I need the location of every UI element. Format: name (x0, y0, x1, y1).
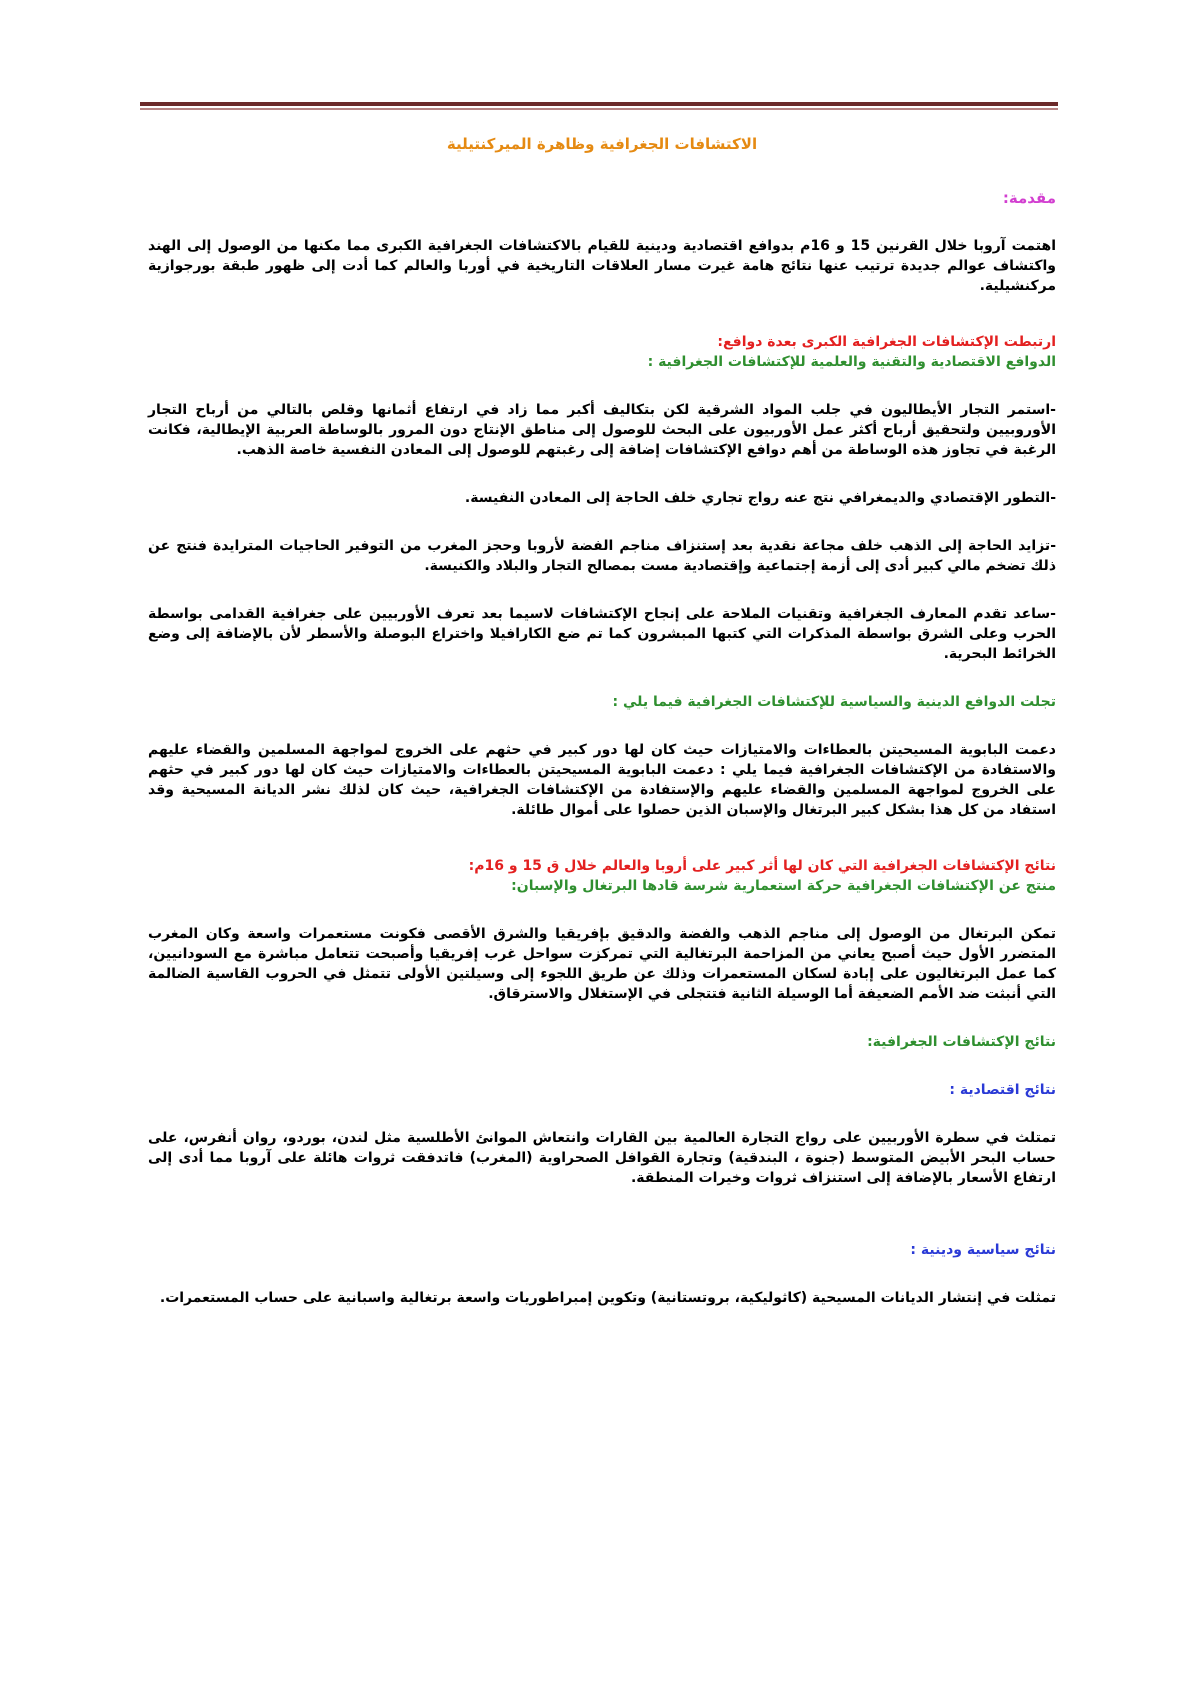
motives-heading: ارتبطت الإكتشافات الجغرافية الكبرى بعدة دوافع: (717, 334, 1056, 350)
gold-paragraph: -تزايد الحاجة إلى الذهب خلف مجاعة نقدية بعد إستنزاف مناجم الفضة لأروبا وحجز المغرب من التوفير الحاجيات المترايدة فنتج عن ذلك تضخم مالي كبير أدى إلى أزمة إجتماعية وإقتصادية مست بمصالح التجار والبلاد والكنيسة. (148, 538, 1056, 574)
colonial-paragraph: تمكن البرتغال من الوصول إلى مناجم الذهب والفضة والدقيق بإفريقيا والشرق الأقصى فكونت مستعمرات واسعة وكان المغرب المتضرر الأول حيث أصبح يعاني من المزاحمة البرتغالية التي تمركزت سواحل غرب إفريقيا وأصبحت تتعامل مباشرة مع السودانيين، كما عمل البرتغاليون على إبادة لسكان المستعمرات وذلك عن طريق اللجوء إلى وسيلتين الأولى تتمثل في الحروب القاسية الضالمة التي أنبثت ضد الأمم الضعيفة أما الوسيلة الثانية فتتجلى في الإستغلال والاسترقاق. (148, 926, 1056, 1002)
document-title: الاكتشافات الجغرافية وظاهرة الميركنتيلية (446, 135, 758, 153)
economic-results-paragraph: تمتلث في سطرة الأوربيين على رواج التجارة العالمية بين القارات وانتعاش الموانئ الأطلسية مثل لندن، بوردو، روان أنفرس، على حساب البحر الأبيض المتوسط (جنوة ، البندقية) وتجارة القوافل الصحراوية (المغرب) فاتدفقت ثروات هائلة على آروبا مما أدى إلى ارتفاع الأسعار بالإضافة إلى استنزاف ثروات وخيرات المنطقة. (148, 1130, 1056, 1186)
intro-paragraph: اهتمت آروبا خلال القرنين 15 و 16م بدوافع اقتصادية ودينية للقيام بالاكتشافات الجغرافية الكبرى مما مكنها من الوصول إلى الهند واكتشاف عوالم جديدة ترتيب عنها نتائج هامة غيرت مسار العلاقات التاريخية في أوربا والعالم كما أدت إلى ظهور طبقة بورجوازية مركنشيلية. (148, 238, 1057, 294)
religious-motives-heading: تجلت الدوافع الدينية والسياسية للإكتشافات الجغرافية فيما يلي : (612, 694, 1056, 710)
document-body (148, 128, 1056, 1308)
political-results-heading: نتائج سياسية ودينية : (910, 1242, 1056, 1258)
colonial-heading: منتج عن الإكتشافات الجغرافية حركة استعمارية شرسة قادها البرتغال والإسبان: (511, 878, 1056, 894)
economic-motives-heading: الدوافع الاقتصادية والتقنية والعلمية للإكتشافات الجغرافية : (647, 354, 1056, 370)
results-heading: نتائج الإكتشافات الجغرافية التي كان لها أثر كبير على أروبا والعالم خلال ق 15 و 16م: (468, 858, 1056, 874)
demographic-paragraph: -التطور الإقتصادي والديمغرافي نتج عنه رواج تجاري خلف الحاجة إلى المعادن النفيسة. (464, 490, 1056, 506)
economic-results-heading: نتائج اقتصادية : (949, 1082, 1056, 1098)
results-subheading: نتائج الإكتشافات الجغرافية: (867, 1034, 1056, 1050)
trade-paragraph: -استمر التجار الأيطاليون في جلب المواد الشرقية لكن بتكاليف أكبر مما زاد في ارتفاع أثمانها وقلص بالتالي من أرباح التجار الأوروبيين ولتحقيق أرباح أكثر عمل الأوربيون على البحث للوصول إلى مناطق الإنتاج دون المرور بالوساطة العربية الإيطالية، فكانت الرغبة في تجاوز هذه الوساطة من أهم دوافع الإكتشافات إضافة إلى رغبتهم للوصول إلى المعادن النفسية خاصة الذهب. (148, 402, 1056, 458)
header-rule (140, 102, 1058, 106)
intro-heading: مقدمة: (1002, 189, 1056, 207)
knowledge-paragraph: -ساعد تقدم المعارف الجغرافية وتقنيات الملاحة على إنجاح الإكتشافات لاسيما بعد تعرف الأوربيين على جغرافية القدامى بواسطة الحرب وعلى الشرق بواسطة المذكرات التي كتبها المبشرون كما تم ضع الكارافيلا واختراع البوصلة والأسطر لأن بالإضافة إلى وضع الخرائط البحرية. (148, 606, 1056, 662)
religious-paragraph: دعمت البابوية المسيحيتن بالعطاءات والامتيازات حيث كان لها دور كبير في حثهم على الخروج لمواجهة المسلمين والقضاء عليهم والاستفادة من الإكتشافات الجغرافية فيما يلي : دعمت البابوية المسيحيتن بالعطاءات والامتيازات حيث كان لها دور كبير في حثهم على الخروج لمواجهة المسلمين والقضاء عليهم والإستفادة من الإكتشافات الجغرافية، حيث كان لذلك نشر الديانة المسيحية وقد استفاد من كل هذا بشكل كبير البرتغال والإسبان الذين حصلوا على أموال طائلة. (148, 742, 1056, 818)
header-rule-shadow (140, 108, 1058, 110)
political-results-paragraph: تمثلت في إنتشار الديانات المسيحية (كاثوليكية، بروتستانية) وتكوين إمبراطوريات واسعة برتغالية واسبانية على حساب المستعمرات. (159, 1290, 1056, 1306)
